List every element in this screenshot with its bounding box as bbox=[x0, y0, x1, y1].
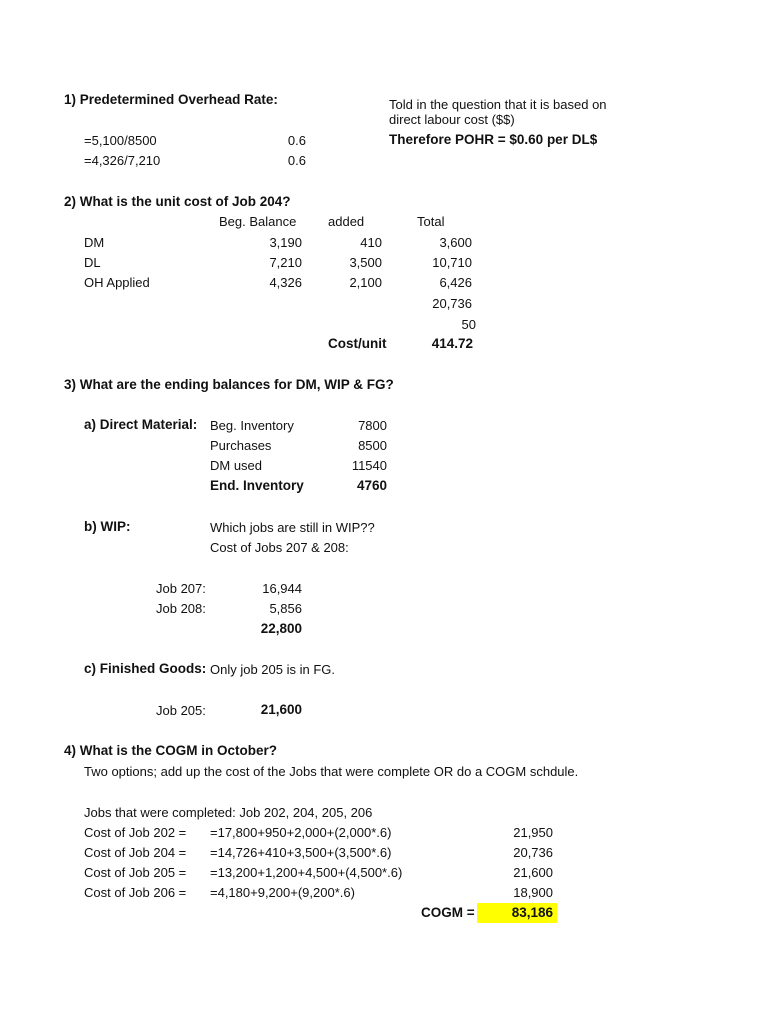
q3-heading: 3) What are the ending balances for DM, WIP & FG? bbox=[64, 377, 394, 392]
wip-job-label: Job 207: bbox=[156, 581, 206, 596]
q4-row-formula: =17,800+950+2,000+(2,000*.6) bbox=[210, 825, 392, 840]
q2-row-label: DL bbox=[84, 255, 101, 270]
q2-row-label: DM bbox=[84, 235, 105, 250]
q4-options: Two options; add up the cost of the Jobs that were complete OR do a COGM schdule. bbox=[84, 764, 579, 779]
q2-total-cost: 20,736 bbox=[432, 296, 472, 311]
fg-note: Only job 205 is in FG. bbox=[210, 662, 335, 677]
q1-note-line1: Told in the question that it is based on bbox=[389, 97, 607, 112]
q1-formula-1: =5,100/8500 bbox=[84, 133, 157, 148]
q4-heading: 4) What is the COGM in October? bbox=[64, 743, 278, 758]
dm-row-value: 7800 bbox=[358, 418, 387, 433]
q4-row-value: 21,600 bbox=[513, 865, 553, 880]
dm-row-label: Purchases bbox=[210, 438, 272, 453]
q4-row-label: Cost of Job 202 = bbox=[84, 825, 187, 840]
cogm-value: 83,186 bbox=[511, 905, 553, 920]
q2-row-added: 3,500 bbox=[349, 255, 382, 270]
q2-row-added: 410 bbox=[360, 235, 382, 250]
cogm-label: COGM = bbox=[421, 905, 475, 920]
q2-row-total: 10,710 bbox=[432, 255, 472, 270]
dm-label: a) Direct Material: bbox=[84, 417, 198, 432]
q2-col-beg: Beg. Balance bbox=[219, 214, 297, 229]
dm-end-value: 4760 bbox=[356, 478, 387, 493]
q2-row-added: 2,100 bbox=[349, 275, 382, 290]
q4-row-label: Cost of Job 206 = bbox=[84, 885, 187, 900]
q2-cost-unit-label: Cost/unit bbox=[328, 336, 387, 351]
dm-end-label: End. Inventory bbox=[210, 478, 304, 493]
q4-row-formula: =13,200+1,200+4,500+(4,500*.6) bbox=[210, 865, 403, 880]
q2-heading: 2) What is the unit cost of Job 204? bbox=[64, 194, 291, 209]
fg-job-label: Job 205: bbox=[156, 703, 206, 718]
fg-label: c) Finished Goods: bbox=[84, 661, 207, 676]
wip-total: 22,800 bbox=[260, 621, 302, 636]
wip-question: Which jobs are still in WIP?? bbox=[210, 520, 375, 535]
fg-job-value: 21,600 bbox=[260, 702, 302, 717]
dm-row-value: 8500 bbox=[358, 438, 387, 453]
q2-cost-unit-value: 414.72 bbox=[431, 336, 473, 351]
wip-cost-line: Cost of Jobs 207 & 208: bbox=[210, 540, 349, 555]
q4-completed: Jobs that were completed: Job 202, 204, 205, 206 bbox=[84, 805, 373, 820]
q2-row-total: 3,600 bbox=[439, 235, 472, 250]
q1-conclusion: Therefore POHR = $0.60 per DL$ bbox=[389, 132, 598, 147]
dm-row-label: Beg. Inventory bbox=[210, 418, 294, 433]
q1-heading: 1) Predetermined Overhead Rate: bbox=[64, 92, 278, 107]
wip-job-value: 16,944 bbox=[262, 581, 302, 596]
q2-row-beg: 3,190 bbox=[269, 235, 302, 250]
wip-job-label: Job 208: bbox=[156, 601, 206, 616]
wip-job-value: 5,856 bbox=[269, 601, 302, 616]
q4-row-formula: =14,726+410+3,500+(3,500*.6) bbox=[210, 845, 392, 860]
q4-row-value: 21,950 bbox=[513, 825, 553, 840]
q4-row-value: 18,900 bbox=[513, 885, 553, 900]
q1-result-2: 0.6 bbox=[287, 153, 306, 168]
q2-col-total: Total bbox=[417, 214, 445, 229]
q4-row-label: Cost of Job 204 = bbox=[84, 845, 187, 860]
q2-row-beg: 4,326 bbox=[269, 275, 302, 290]
wip-label: b) WIP: bbox=[84, 519, 131, 534]
q4-row-formula: =4,180+9,200+(9,200*.6) bbox=[210, 885, 355, 900]
q2-row-total: 6,426 bbox=[439, 275, 472, 290]
dm-row-value: 11540 bbox=[351, 458, 387, 473]
q2-units: 50 bbox=[461, 317, 476, 332]
q4-row-label: Cost of Job 205 = bbox=[84, 865, 187, 880]
dm-row-label: DM used bbox=[210, 458, 263, 473]
q2-row-label: OH Applied bbox=[84, 275, 150, 290]
q4-row-value: 20,736 bbox=[513, 845, 553, 860]
q1-formula-2: =4,326/7,210 bbox=[84, 153, 161, 168]
q1-note-line2: direct labour cost ($$) bbox=[389, 112, 515, 127]
q2-col-added: added bbox=[328, 214, 365, 229]
q1-result-1: 0.6 bbox=[287, 133, 306, 148]
q2-row-beg: 7,210 bbox=[269, 255, 302, 270]
